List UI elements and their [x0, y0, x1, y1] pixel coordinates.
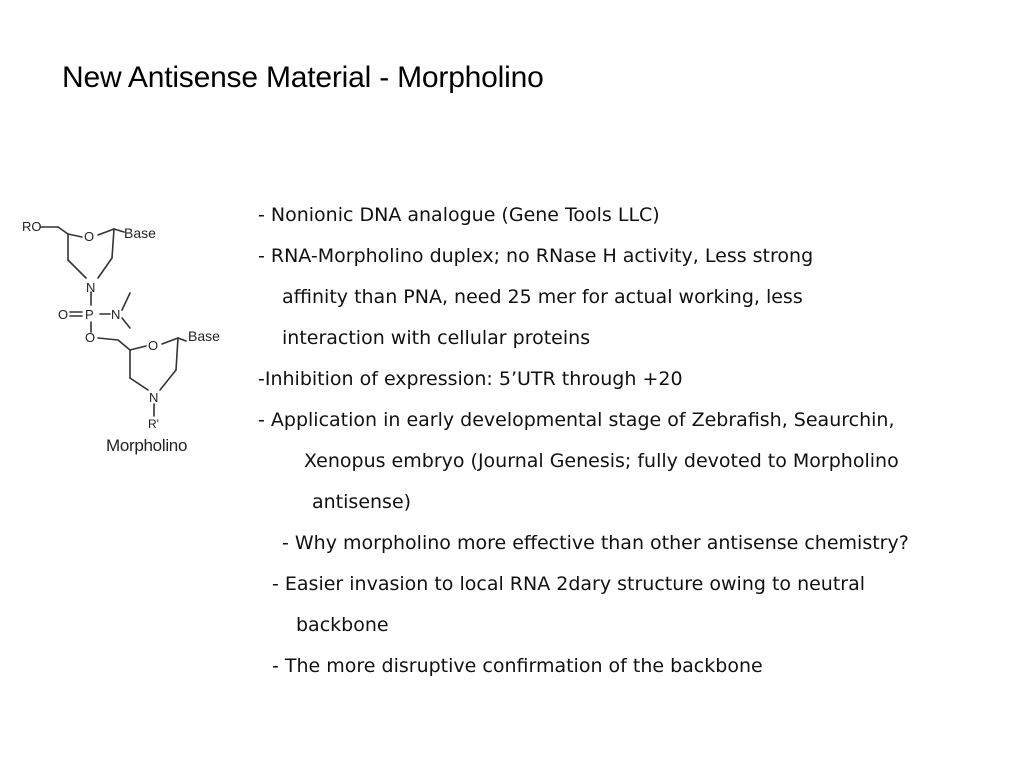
bullet-line-6: - Application in early developmental stage of Zebrafish, Seaurchin,: [258, 409, 895, 431]
bullet-line-1: - Nonionic DNA analogue (Gene Tools LLC): [258, 204, 660, 226]
ring-nitrogen-upper: N: [86, 280, 96, 295]
bullet-line-11: backbone: [296, 614, 389, 636]
slide-title: New Antisense Material - Morpholino: [62, 61, 544, 94]
phosphorus-label: P: [85, 307, 94, 322]
bullet-line-7: Xenopus embryo (Journal Genesis; fully devoted to Morpholino: [304, 450, 899, 472]
ro-label: RO: [22, 219, 42, 234]
ring-nitrogen-lower: N: [149, 390, 159, 405]
side-nitrogen: N: [111, 307, 121, 322]
bullet-line-4: interaction with cellular proteins: [282, 327, 591, 349]
bullet-line-5: -Inhibition of expression: 5’UTR through +20: [258, 368, 683, 390]
link-oxygen: O: [85, 330, 96, 345]
bullet-line-10: - Easier invasion to local RNA 2dary structure owing to neutral: [272, 573, 866, 595]
bullet-line-12: - The more disruptive confirmation of the backbone: [272, 655, 763, 677]
base-label-upper: Base: [124, 225, 156, 241]
ring-oxygen-lower: O: [148, 338, 159, 353]
diagram-caption: Morpholino: [106, 436, 188, 455]
bullet-line-9: - Why morpholino more effective than other antisense chemistry?: [282, 532, 909, 554]
bullet-line-3: affinity than PNA, need 25 mer for actual working, less: [282, 286, 803, 308]
morpholino-structure-diagram: [18, 200, 238, 470]
base-label-lower: Base: [188, 328, 220, 344]
r-prime-label: R': [148, 417, 159, 431]
ring-oxygen-upper: O: [84, 229, 95, 244]
bullet-line-2: - RNA-Morpholino duplex; no RNase H activity, Less strong: [258, 245, 814, 267]
bullet-line-8: antisense): [312, 491, 412, 513]
double-bond-oxygen: O: [58, 307, 69, 322]
